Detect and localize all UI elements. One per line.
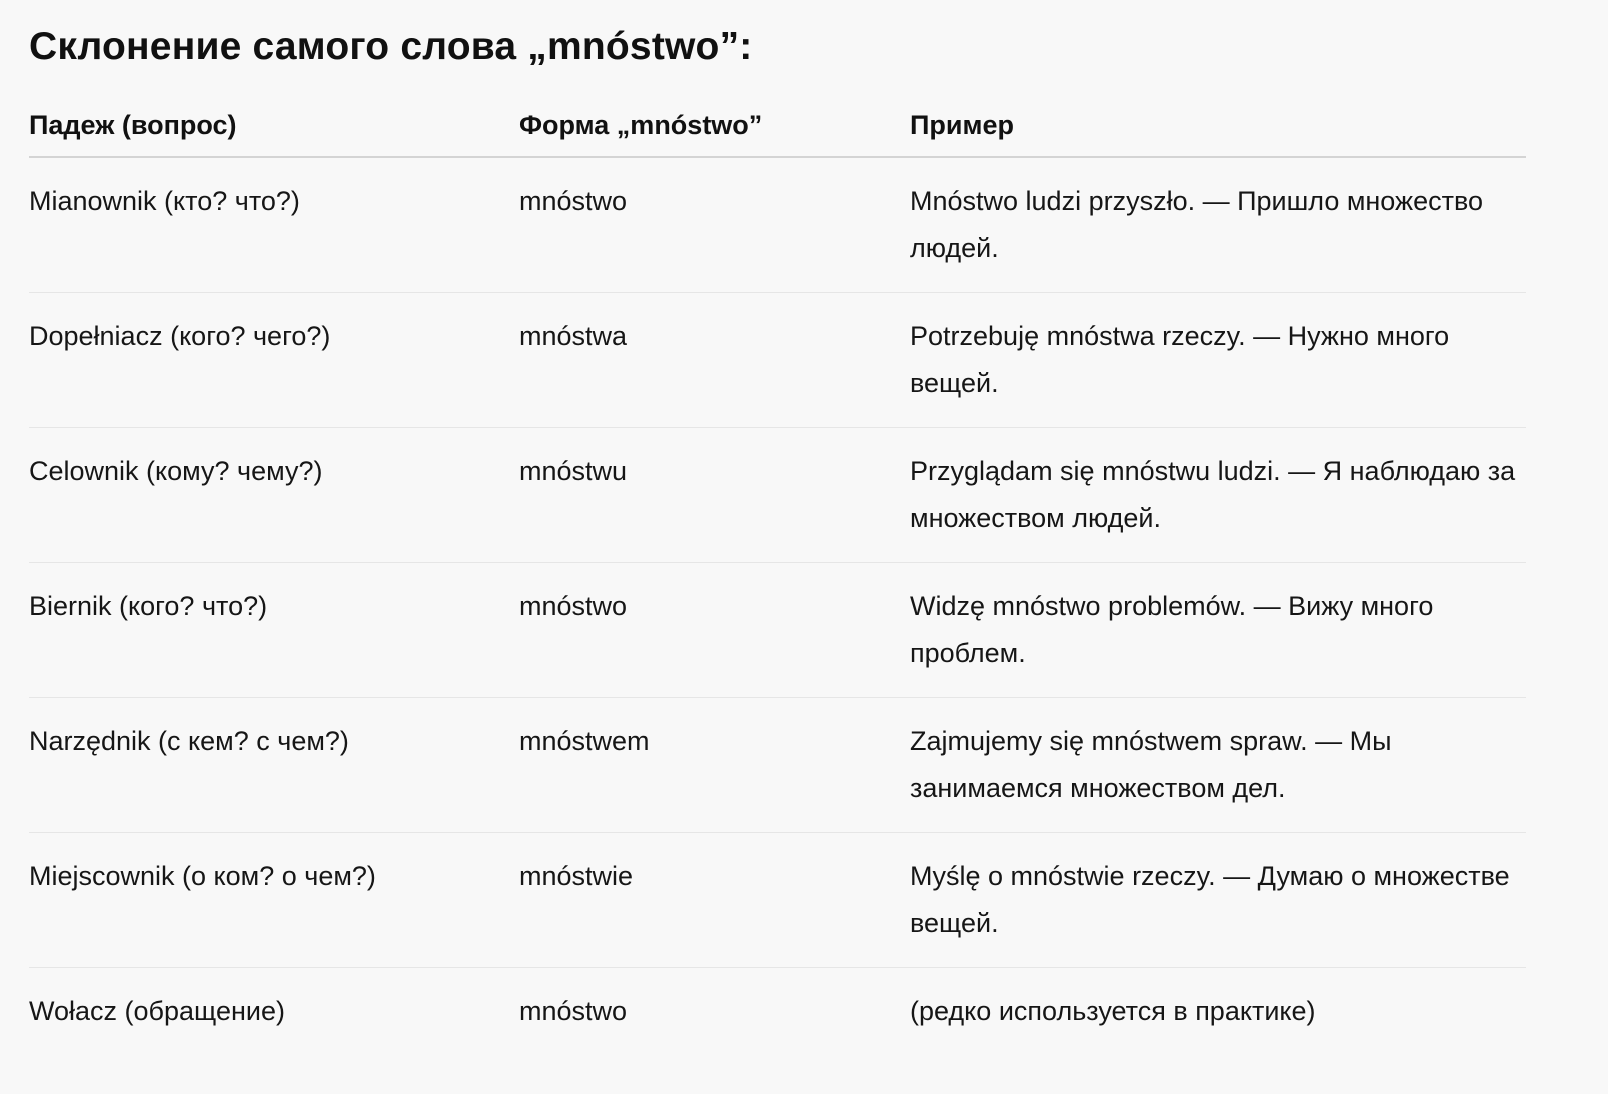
case-cell: Dopełniacz (кого? чего?) [29, 293, 519, 428]
example-cell: Zajmujemy się mnóstwem spraw. — Мы занимаемся множеством дел. [910, 698, 1526, 833]
form-cell: mnóstwie [519, 833, 910, 968]
table-row [29, 968, 1526, 1056]
table-row [29, 428, 1526, 563]
table-row [29, 157, 1526, 293]
case-cell: Wołacz (обращение) [29, 996, 285, 1026]
header-case: Падеж (вопрос) [29, 108, 519, 157]
case-cell: Biernik (кого? что?) [29, 563, 519, 698]
declension-table [29, 108, 1526, 1055]
form-cell: mnóstwa [519, 293, 910, 428]
example-cell: Przyglądam się mnóstwu ludzi. — Я наблюдаю за множеством людей. [910, 428, 1526, 563]
case-cell: Mianownik (кто? что?) [29, 157, 519, 293]
form-cell: mnóstwu [519, 428, 910, 563]
header-example: Пример [910, 108, 1526, 157]
example-cell: Widzę mnóstwo problemów. — Вижу много проблем. [910, 563, 1526, 698]
example-cell: Myślę o mnóstwie rzeczy. — Думаю о множестве вещей. [910, 833, 1526, 968]
example-cell: (редко используется в практике) [910, 996, 1316, 1026]
table-row [29, 563, 1526, 698]
example-cell: Potrzebuję mnóstwa rzeczy. — Нужно много вещей. [910, 293, 1526, 428]
form-cell: mnóstwo [519, 157, 910, 293]
header-form: Форма „mnóstwo” [519, 108, 910, 157]
form-cell: mnóstwo [519, 996, 628, 1026]
section-heading: Склонение самого слова „mnóstwo”: [29, 25, 753, 68]
table-row [29, 698, 1526, 833]
example-cell: Mnóstwo ludzi przyszło. — Пришло множество людей. [910, 157, 1526, 293]
form-cell: mnóstwem [519, 698, 910, 833]
table-header-row [29, 108, 1526, 157]
form-cell: mnóstwo [519, 563, 910, 698]
case-cell: Narzędnik (с кем? с чем?) [29, 698, 519, 833]
case-cell: Celownik (кому? чему?) [29, 428, 519, 563]
table-row [29, 833, 1526, 968]
case-cell: Miejscownik (о ком? о чем?) [29, 833, 519, 968]
table-row [29, 293, 1526, 428]
